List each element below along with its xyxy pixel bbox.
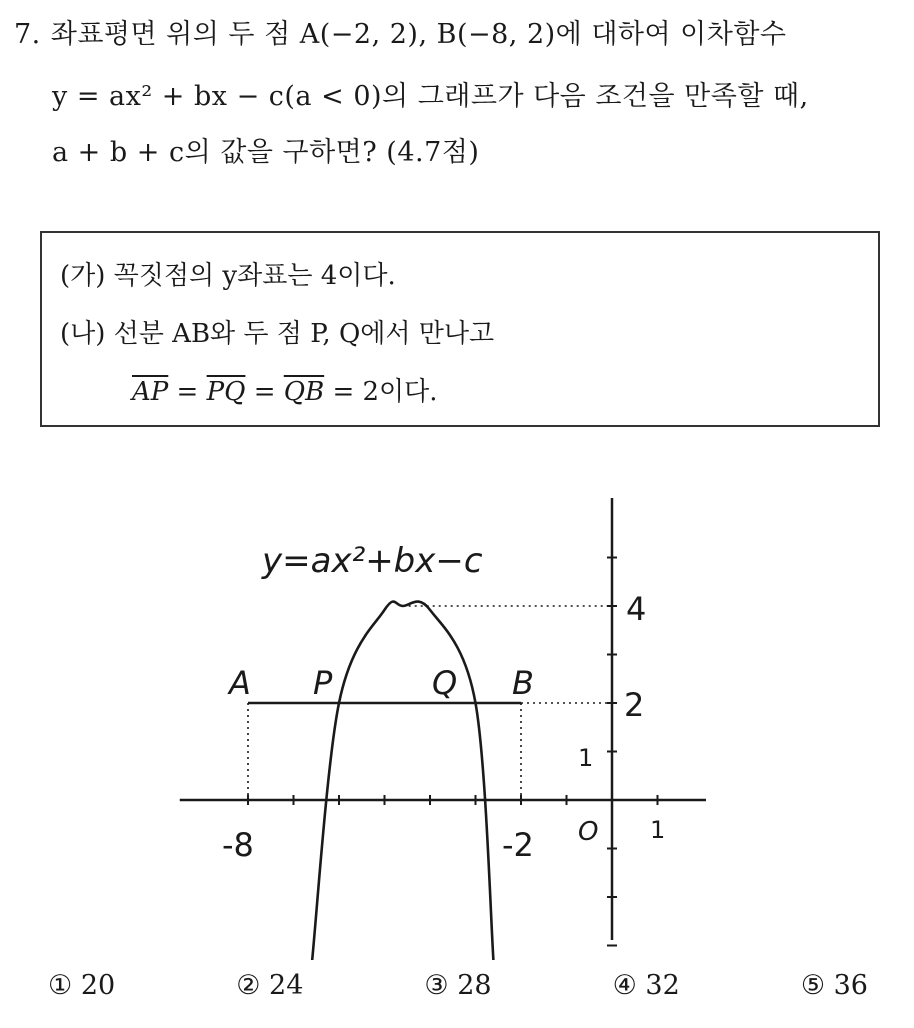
question-line-3: a + b + c의 값을 구하면? (4.7점)	[52, 137, 480, 168]
tick-label-x-minus-2: -2	[502, 826, 534, 864]
tick-label-x-minus-8: -8	[222, 826, 254, 864]
condition-tail: = 2이다.	[332, 377, 438, 407]
condition-na-line-1: (나) 선분 AB와 두 점 P, Q에서 만나고	[60, 319, 495, 349]
parabola-curve	[312, 602, 494, 960]
choice-2[interactable]	[236, 970, 303, 1001]
condition-ga: (가) 꼭짓점의 y좌표는 4이다.	[60, 261, 396, 291]
choice-5-mark: ⑤	[800, 970, 826, 1001]
equals-sign-1: =	[176, 377, 199, 407]
question-line-2: y = ax² + bx − c(a < 0)의 그래프가 다음 조건을 만족할 때,	[52, 81, 809, 112]
choice-3-mark: ③	[424, 970, 449, 1001]
point-label-b: B	[512, 664, 534, 702]
segment-pq: $\overline{PQ}$	[206, 377, 246, 407]
choice-1[interactable]	[48, 970, 115, 1001]
tick-label-x-1: 1	[650, 816, 666, 844]
answer-choices	[48, 970, 868, 1001]
tick-label-y-1: 1	[578, 744, 594, 772]
choice-5[interactable]	[801, 970, 868, 1001]
point-label-a: A	[229, 664, 251, 702]
choice-4-value: 32	[645, 970, 680, 1001]
choice-4[interactable]	[613, 970, 680, 1001]
point-label-q: Q	[432, 664, 458, 702]
choice-2-mark: ②	[236, 970, 261, 1001]
segment-qb: $\overline{QB}$	[283, 377, 325, 407]
question-number: 7.	[14, 19, 41, 50]
choice-4-mark: ④	[612, 970, 637, 1001]
question-stem-1: 좌표평면 위의 두 점 A(−2, 2), B(−8, 2)에 대하여 이차함수	[50, 19, 787, 50]
choice-2-value: 24	[269, 970, 304, 1001]
choice-3[interactable]	[424, 970, 491, 1001]
segment-ap: $\overline{AP}$	[132, 377, 169, 407]
origin-label: O	[578, 817, 599, 847]
choice-1-mark: ①	[48, 970, 73, 1001]
choice-5-value: 36	[833, 970, 868, 1001]
choice-3-value: 28	[457, 970, 492, 1001]
equals-sign-2: =	[253, 377, 276, 407]
point-label-p: P	[313, 664, 333, 702]
choice-1-value: 20	[80, 970, 116, 1001]
graph-marks	[248, 602, 521, 960]
tick-label-y-4: 4	[626, 590, 647, 628]
tick-label-y-2: 2	[624, 686, 645, 724]
equation-label: y=ax²+bx−c	[262, 541, 483, 581]
